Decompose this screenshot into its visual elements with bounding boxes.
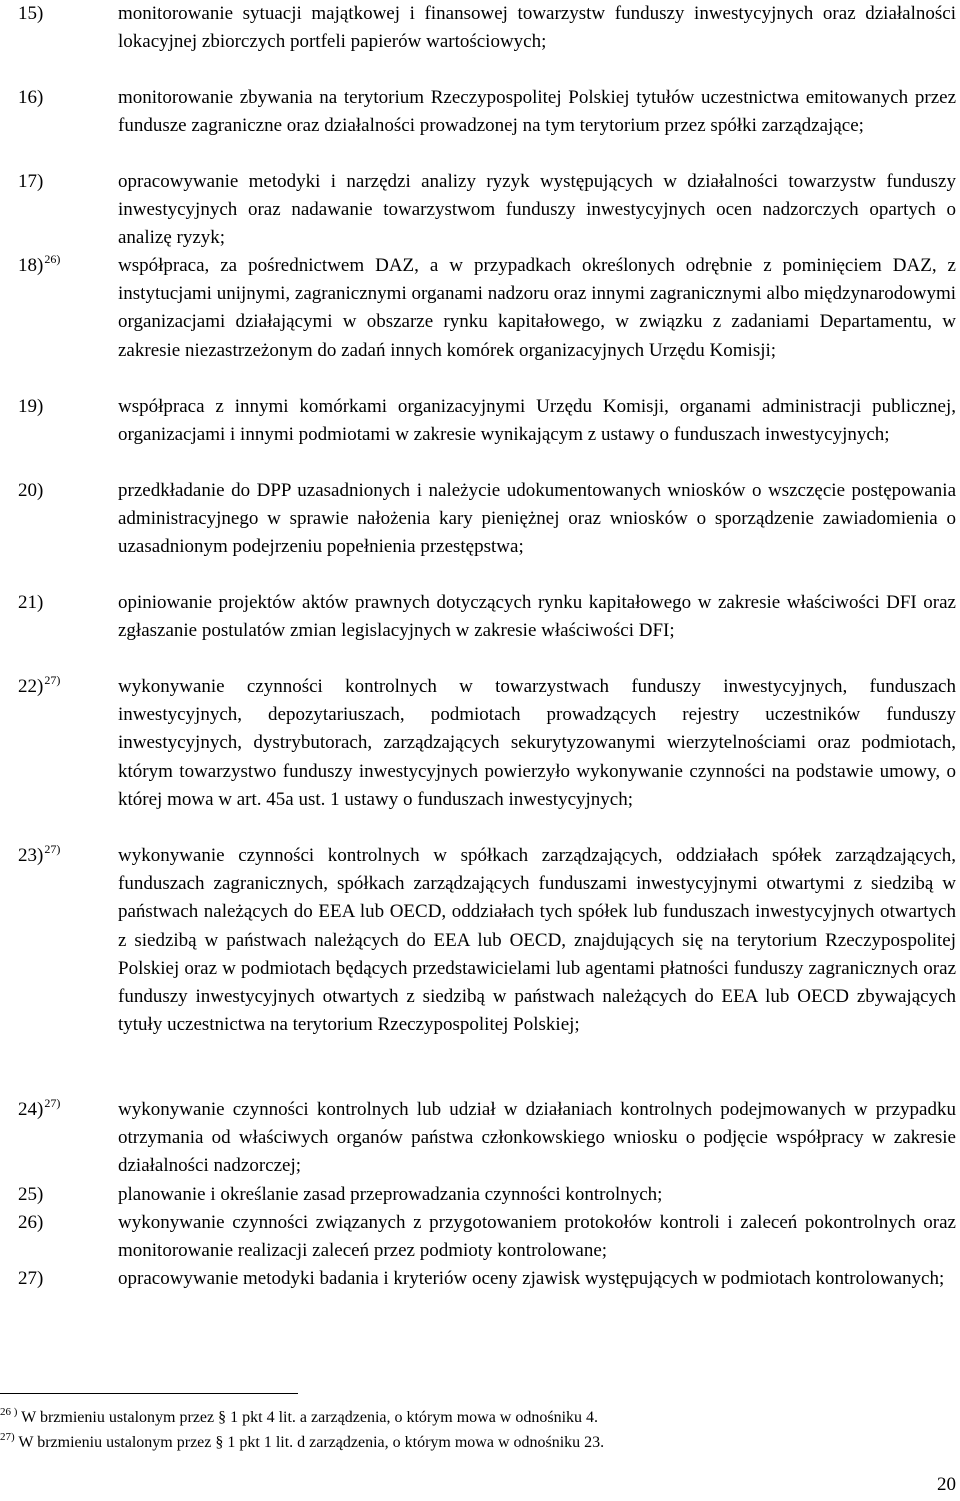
item-number: 21) [18, 592, 44, 613]
item-text: wykonywanie czynności kontrolnych lub udział w działaniach kontrolnych podejmowanych w przypadku otrzymania od właściwych organów państwa członkowskiego wniosku o podjęcie współpracy w zakresie działalności nadzorczej; [118, 1099, 956, 1177]
list-item [18, 393, 956, 449]
footnote [0, 1433, 940, 1454]
footnote [0, 1408, 940, 1429]
item-text: współpraca z innymi komórkami organizacyjnymi Urzędu Komisji, organami administracji publicznej, organizacjami i innymi podmiotami w zakresie wynikającym z ustawy o funduszach inwestycyjnych; [118, 396, 956, 446]
item-text: planowanie i określanie zasad przeprowadzania czynności kontrolnych; [118, 1184, 663, 1205]
item-number: 15) [18, 3, 44, 24]
item-text: opiniowanie projektów aktów prawnych dotyczących rynku kapitałowego w zakresie właściwości DFI oraz zgłaszanie postulatów zmian legislacyjnych w zakresie właściwości DFI; [118, 592, 956, 642]
list-item [18, 477, 956, 562]
item-number: 22)$^{27)}$ [18, 673, 61, 697]
item-text: wykonywanie czynności kontrolnych w towarzystwach funduszy inwestycyjnych, funduszach inwestycyjnych, depozytariuszach, podmiotach prowadzących rejestry uczestników funduszy inwestycyjnych, dystrybutorach, zarządzających sekurytyzowanymi wierzytelnościami oraz podmiotach, którym towarzystwo funduszy inwestycyjnych powierzyło wykonywanie czynności na podstawie umowy, o której mowa w art. 45a ust. 1 ustawy o funduszach inwestycyjnych; [118, 676, 956, 810]
item-number: 19) [18, 396, 44, 417]
list-item [18, 168, 956, 253]
list-item [18, 1181, 956, 1209]
page-number: 20 [937, 1474, 956, 1495]
item-number: 17) [18, 171, 44, 192]
item-number: 18)$^{26)}$ [18, 252, 61, 276]
footnote-reference: 27) [44, 1096, 61, 1110]
item-text: wykonywanie czynności kontrolnych w spółkach zarządzających, oddziałach spółek zarządzających, funduszach zagranicznych, spółkach zarządzających funduszami inwestycyjnymi otwartymi z siedzibą w państwach należących do EEA lub OECD, oddziałach tych spółek lub funduszach inwestycyjnych otwartych z siedzibą w państwach należących do EEA lub OECD, znajdujących się na terytorium Rzeczypospolitej Polskiej oraz w podmiotach będących przedstawicielami lub agentami płatności funduszy zagranicznych oraz funduszy inwestycyjnych otwartych z siedzibą w państwach należących do EEA lub OECD zbywających tytuły uczestnictwa na terytorium Rzeczypospolitej Polskiej; [118, 845, 956, 1036]
item-text: monitorowanie zbywania na terytorium Rzeczypospolitej Polskiej tytułów uczestnictwa emitowanych przez fundusze zagraniczne oraz działalności prowadzonej na tym terytorium przez spółki zarządzające; [118, 87, 956, 137]
list-item [18, 1209, 956, 1265]
list-item [18, 673, 956, 814]
item-text: przedkładanie do DPP uzasadnionych i należycie udokumentowanych wniosków o wszczęcie postępowania administracyjnego w sprawie nałożenia kary pieniężnej oraz wniosków o sporządzenie zawiadomienia o uzasadnionym podejrzeniu popełnienia przestępstwa; [118, 480, 956, 558]
list-item [18, 842, 956, 1039]
item-text: opracowywanie metodyki i narzędzi analizy ryzyk występujących w działalności towarzystw funduszy inwestycyjnych oraz nadawanie towarzystwom funduszy inwestycyjnych ocen nadzorczych opartych o analizę ryzyk; [118, 171, 956, 249]
footnote-text: W brzmieniu ustalonym przez § 1 pkt 1 lit. d zarządzenia, o którym mowa w odnośniku 23. [18, 1434, 605, 1451]
list-item [18, 252, 956, 365]
footnote-reference: 27) [44, 842, 61, 856]
item-number: 25) [18, 1184, 44, 1205]
list-item [18, 1265, 956, 1293]
item-text: monitorowanie sytuacji majątkowej i finansowej towarzystw funduszy inwestycyjnych oraz działalności lokacyjnej zbiorczych portfeli papierów wartościowych; [118, 3, 956, 53]
item-number: 24)$^{27)}$ [18, 1096, 61, 1120]
list-item [18, 0, 956, 56]
footnote-mark: 27) [0, 1431, 15, 1443]
footnote-reference: 27) [44, 673, 61, 687]
item-number: 23)$^{27)}$ [18, 842, 61, 866]
item-number: 16) [18, 87, 44, 108]
footnote-reference: 26) [44, 252, 61, 266]
footnote-separator [0, 1393, 298, 1394]
list-item [18, 589, 956, 645]
item-text: opracowywanie metodyki badania i kryteriów oceny zjawisk występujących w podmiotach kontrolowanych; [118, 1268, 945, 1289]
item-number: 27) [18, 1268, 44, 1289]
item-number: 20) [18, 480, 44, 501]
item-number: 26) [18, 1212, 44, 1233]
list-item [18, 84, 956, 140]
item-text: wykonywanie czynności związanych z przygotowaniem protokołów kontroli i zaleceń pokontrolnych oraz monitorowanie realizacji zaleceń przez podmioty kontrolowane; [118, 1212, 956, 1262]
list-item [18, 1096, 956, 1181]
footnote-mark: 26 ) [0, 1406, 18, 1418]
footnote-text: W brzmieniu ustalonym przez § 1 pkt 4 lit. a zarządzenia, o którym mowa w odnośniku 4. [21, 1409, 599, 1426]
item-text: współpraca, za pośrednictwem DAZ, a w przypadkach określonych odrębnie z pominięciem DAZ, z instytucjami unijnymi, zagranicznymi organami nadzoru oraz innymi zagranicznymi albo międzynarodowymi organizacjami działającymi w obszarze rynku kapitałowego, w związku z zadaniami Departamentu, w zakresie niezastrzeżonym do zadań innych komórek organizacyjnych Urzędu Komisji; [118, 255, 956, 361]
